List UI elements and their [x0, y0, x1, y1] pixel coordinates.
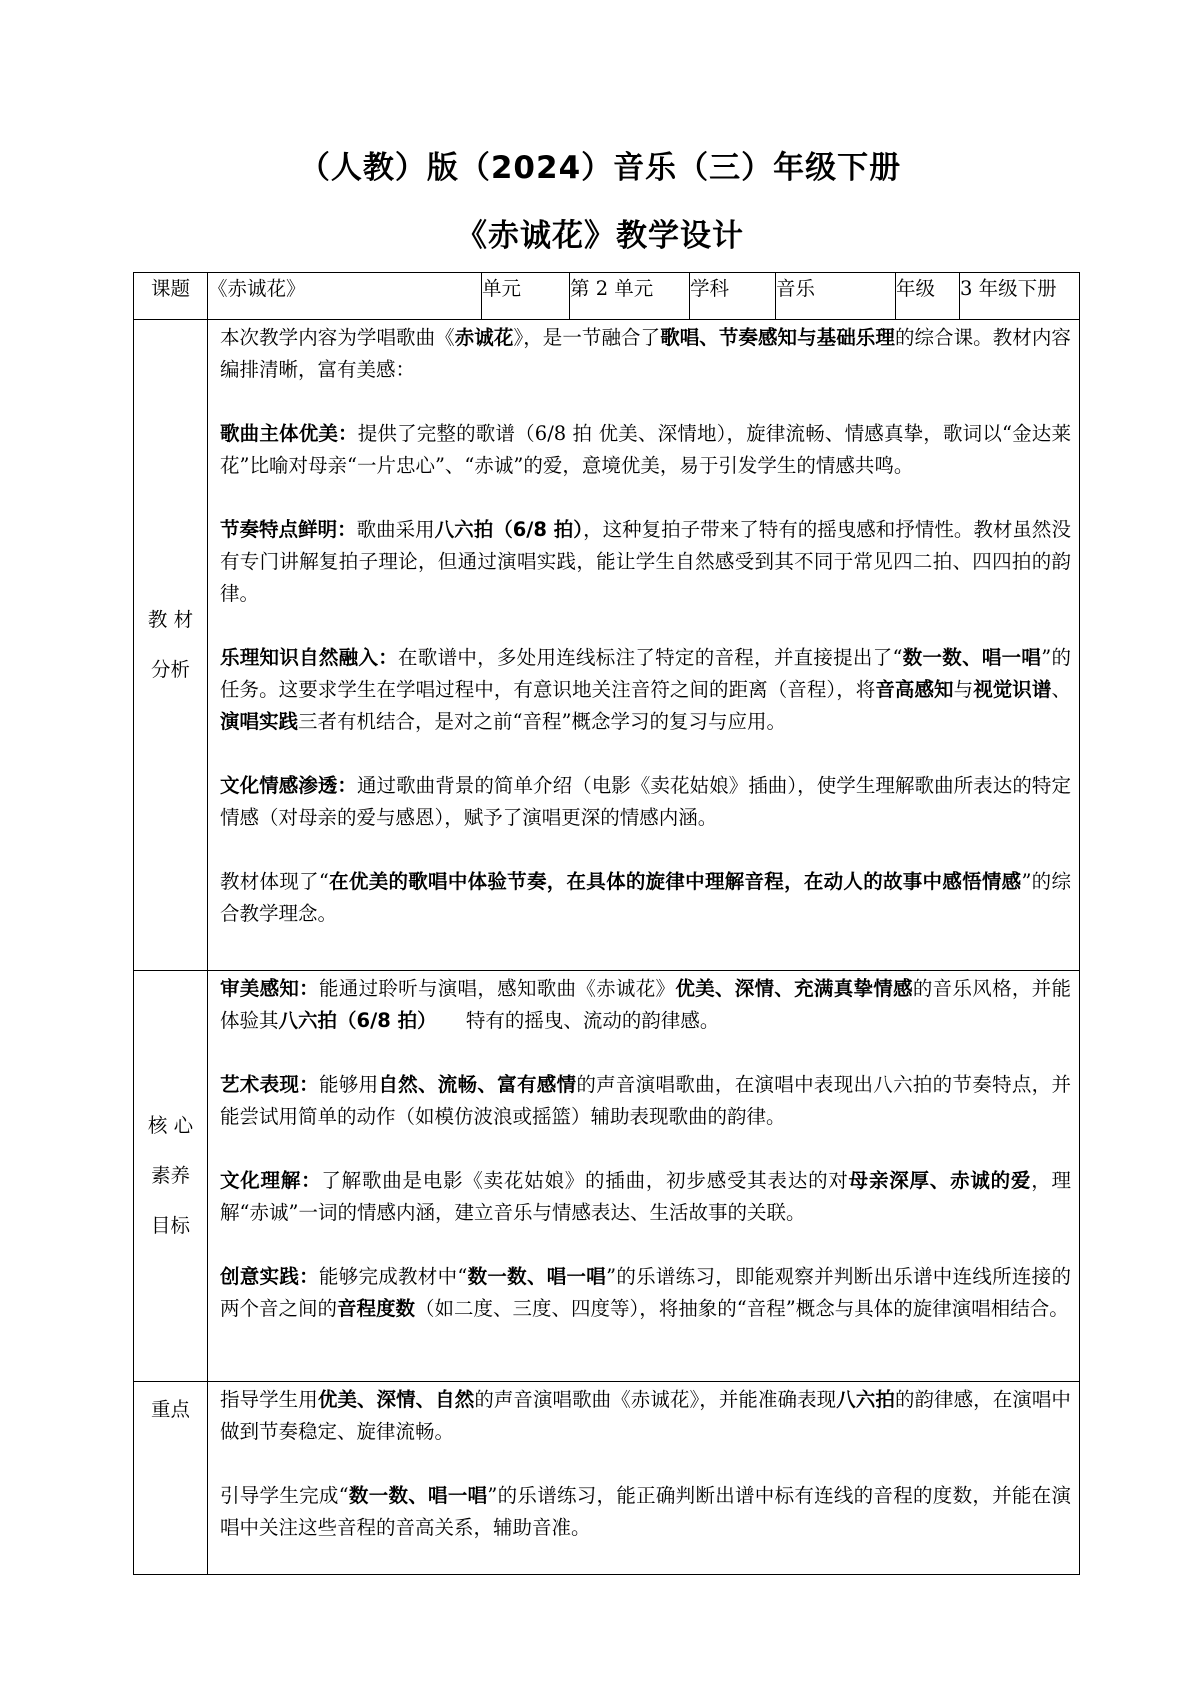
bold-text: 歌唱、节奏感知与基础乐理: [660, 326, 895, 349]
text-run: 指导学生用: [220, 1388, 318, 1411]
paragraph: [220, 973, 1071, 1037]
material-analysis-label: [134, 320, 208, 971]
paragraph: [220, 1384, 1071, 1448]
bold-text: 音高感知: [875, 678, 954, 701]
bold-text: 艺术表现：: [220, 1073, 319, 1096]
doc-subtitle: 《赤诚花》教学设计: [456, 218, 744, 254]
text-run: 能够完成教材中“: [318, 1265, 468, 1288]
lesson-plan-table: [133, 272, 1080, 1575]
bold-text: 歌曲主体优美：: [220, 422, 358, 445]
grade-value: 3 年级下册: [960, 273, 1080, 320]
subject-label: 学科: [690, 273, 776, 320]
topic-label: 课题: [134, 273, 208, 320]
text-run: 的声音演唱歌曲《赤诚花》，并能准确表现: [474, 1388, 837, 1411]
text-run: 》，是一节融合了: [513, 326, 661, 349]
bold-text: 视觉识谱: [973, 678, 1052, 701]
text-run: 引导学生完成“: [220, 1484, 349, 1507]
core-literacy-row: [134, 971, 1080, 1382]
text-run: 在歌谱中，多处用连线标注了特定的音程，并直接提出了“: [398, 646, 903, 669]
bold-text: 音程度数: [337, 1297, 416, 1320]
text-run: 的韵律感，在演唱中做到节奏稳定、旋律流畅。: [220, 1388, 1071, 1443]
text-run: ，这种复拍子带来了特有的摇曳感和抒情性。教材虽然没有专门讲解复拍子理论，但通过演唱实践，能让学生自然感受到其不同于常见四二拍、四四拍的韵律。: [220, 518, 1071, 605]
label-line: 核 心: [147, 1114, 194, 1137]
key-points-content: [208, 1382, 1080, 1575]
paragraph: [220, 1165, 1071, 1229]
key-points-row: [134, 1382, 1080, 1575]
label-line: 教 材: [147, 608, 194, 631]
bold-text: 母亲深厚、赤诚的爱: [848, 1169, 1032, 1192]
bold-text: 优美、深情、充满真挚情感: [675, 977, 913, 1000]
bold-text: 八六拍（6/8 拍）: [434, 518, 584, 541]
text-run: 教材体现了“: [220, 870, 329, 893]
subject-value: 音乐: [776, 273, 896, 320]
text-run: 的声音演唱歌曲，在演唱中表现出八六拍的节奏特点，并能尝试用简单的动作（如模仿波浪或摇篮）辅助表现歌曲的韵律。: [220, 1073, 1071, 1128]
unit-label: 单元: [482, 273, 570, 320]
text-run: 能够用: [318, 1073, 379, 1096]
text-run: 的音乐风格，并能体验其: [220, 977, 1071, 1032]
bold-text: 数一数、唱一唱: [467, 1265, 607, 1288]
text-run: 三者有机结合，是对之前“音程”概念学习的复习与应用。: [298, 710, 786, 733]
bold-text: 数一数、唱一唱: [348, 1484, 488, 1507]
text-run: 本次教学内容为学唱歌曲《: [220, 326, 455, 349]
paragraph: [220, 514, 1071, 610]
bold-text: 数一数、唱一唱: [902, 646, 1042, 669]
bold-text: 乐理知识自然融入：: [220, 646, 399, 669]
grade-label: 年级: [896, 273, 960, 320]
paragraph: [220, 1261, 1071, 1325]
paragraph: [220, 322, 1071, 386]
text-run: （如二度、三度、四度等），将抽象的“音程”概念与具体的旋律演唱相结合。: [415, 1297, 1069, 1320]
text-run: 通过歌曲背景的简单介绍（电影《卖花姑娘》插曲），使学生理解歌曲所表达的特定情感（对母亲的爱与感恩），赋予了演唱更深的情感内涵。: [220, 774, 1071, 829]
bold-text: 审美感知：: [220, 977, 319, 1000]
paragraph: [220, 1069, 1071, 1133]
bold-text: 演唱实践: [220, 710, 299, 733]
text-run: ，理解“赤诚”一词的情感内涵，建立音乐与情感表达、生活故事的关联。: [220, 1169, 1071, 1224]
bold-text: 创意实践：: [220, 1265, 319, 1288]
text-run: 的综合课。教材内容编排清晰，富有美感：: [220, 326, 1071, 381]
paragraph: [220, 642, 1071, 738]
text-run: ”的乐谱练习，能正确判断出谱中标有连线的音程的度数，并能在演唱中关注这些音程的音高关系，辅助音准。: [220, 1484, 1071, 1539]
paragraph: [220, 770, 1071, 834]
header-row: [134, 273, 1080, 320]
bold-text: 文化理解：: [220, 1169, 322, 1192]
label-line: 目标: [150, 1214, 190, 1237]
text-run: ”的综合教学理念。: [220, 870, 1071, 925]
material-analysis-content: [208, 320, 1080, 971]
text-run: ”的乐谱练习，即能观察并判断出乐谱中连线所连接的两个音之间的: [220, 1265, 1071, 1320]
bold-text: 八六拍（6/8 拍）: [278, 1009, 427, 1032]
bold-text: 赤诚花: [454, 326, 514, 349]
bold-text: 优美、深情、自然: [317, 1388, 475, 1411]
bold-text: 节奏特点鲜明：: [220, 518, 357, 541]
bold-text: 文化情感渗透：: [220, 774, 357, 797]
bold-text: 自然、流畅、富有感情: [378, 1073, 577, 1096]
unit-value: 第 2 单元: [570, 273, 690, 320]
topic-value: 《赤诚花》: [208, 273, 482, 320]
material-analysis-row: [134, 320, 1080, 971]
core-literacy-content: [208, 971, 1080, 1382]
text-run: 能通过聆听与演唱，感知歌曲《赤诚花》: [318, 977, 676, 1000]
paragraph: [220, 1480, 1071, 1544]
bold-text: 八六拍: [836, 1388, 895, 1411]
label-line: 分析: [150, 658, 190, 681]
text-run: 、: [1051, 678, 1071, 701]
core-literacy-label: [134, 971, 208, 1382]
text-run: ”的任务。这要求学生在学唱过程中，有意识地关注音符之间的距离（音程），将: [220, 646, 1071, 701]
label-line: 素养: [150, 1164, 190, 1187]
text-run: 歌曲采用: [356, 518, 435, 541]
doc-title: （人教）版（2024）音乐（三）年级下册: [298, 150, 902, 186]
key-points-label: 重点: [134, 1382, 208, 1575]
text-run: 特有的摇曳、流动的韵律感。: [426, 1009, 720, 1032]
paragraph: [220, 418, 1071, 482]
text-run: 与: [953, 678, 974, 701]
bold-text: 在优美的歌唱中体验节奏，在具体的旋律中理解音程，在动人的故事中感悟情感: [328, 870, 1022, 893]
text-run: 提供了完整的歌谱（6/8 拍 优美、深情地），旋律流畅、情感真挚，歌词以“金达莱花”比喻对母亲“一片忠心”、“赤诚”的爱，意境优美，易于引发学生的情感共鸣。: [220, 422, 1071, 477]
text-run: 了解歌曲是电影《卖花姑娘》的插曲，初步感受其表达的对: [321, 1169, 849, 1192]
paragraph: [220, 866, 1071, 930]
